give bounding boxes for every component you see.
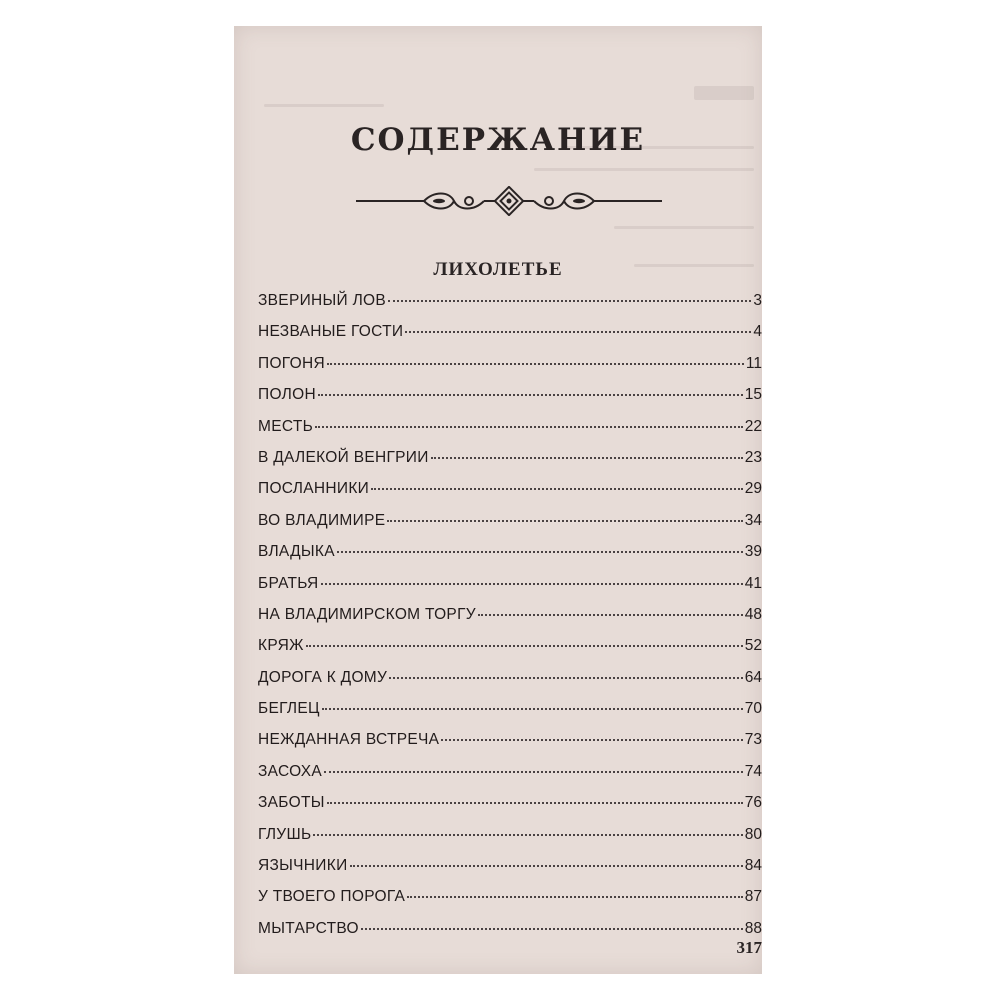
dot-leader — [478, 614, 743, 616]
toc-entry-title: БРАТЬЯ — [258, 574, 319, 592]
toc-entry-title: ПОГОНЯ — [258, 354, 325, 372]
book-page — [234, 26, 762, 974]
toc-entry-page-number: 22 — [744, 417, 762, 435]
toc-entry-title: ГЛУШЬ — [258, 825, 312, 843]
toc-entry — [258, 637, 762, 668]
toc-entry-title: ВЛАДЫКА — [258, 543, 335, 561]
toc-entry-page-number: 23 — [744, 448, 762, 466]
dot-leader — [407, 896, 743, 898]
toc-entry — [258, 669, 762, 700]
dot-leader — [350, 865, 743, 867]
toc-entry-title: КРЯЖ — [258, 637, 304, 655]
toc-entry-title: ПОЛОН — [258, 386, 316, 404]
toc-entry-title: ЗАСОХА — [258, 762, 323, 780]
toc-entry-page-number: 39 — [744, 543, 762, 561]
toc-entry — [258, 826, 762, 857]
toc-entry-title: БЕГЛЕЦ — [258, 700, 320, 718]
dot-leader — [371, 488, 743, 490]
section-title: ЛИХОЛЕТЬЕ — [433, 259, 563, 280]
toc-entry-title: МЕСТЬ — [258, 417, 314, 435]
dot-leader — [318, 394, 743, 396]
show-through-line — [694, 86, 754, 100]
ornament-divider — [354, 186, 664, 216]
toc-entry-page-number: 64 — [744, 668, 762, 686]
dot-leader — [322, 708, 743, 710]
toc-entry — [258, 920, 762, 951]
toc-entry-page-number: 34 — [744, 511, 762, 529]
toc-entry-page-number: 48 — [744, 605, 762, 623]
toc-entry — [258, 386, 762, 417]
show-through-line — [614, 226, 754, 229]
toc-entry-title: МЫТАРСТВО — [258, 919, 359, 937]
dot-leader — [388, 300, 751, 302]
dot-leader — [387, 520, 742, 522]
dot-leader — [405, 331, 751, 333]
toc-entry-page-number: 29 — [744, 480, 762, 498]
show-through-line — [264, 104, 384, 107]
dot-leader — [337, 551, 743, 553]
toc-entry-page-number: 70 — [744, 700, 762, 718]
show-through-line — [534, 168, 754, 171]
toc-entry — [258, 512, 762, 543]
toc-entry-title: ДОРОГА К ДОМУ — [258, 668, 388, 686]
toc-entry-page-number: 3 — [753, 292, 762, 309]
dot-leader — [321, 583, 743, 585]
dot-leader — [431, 457, 743, 459]
dot-leader — [389, 677, 743, 679]
toc-entry-title: ВО ВЛАДИМИРЕ — [258, 511, 386, 529]
dot-leader — [313, 834, 742, 836]
dot-leader — [361, 928, 743, 930]
dot-leader — [441, 739, 742, 741]
toc-entry-page-number: 41 — [744, 574, 762, 592]
page-number: 317 — [736, 938, 762, 957]
toc-entry-page-number: 73 — [744, 731, 762, 749]
toc-entry — [258, 418, 762, 449]
toc-entry-title: В ДАЛЕКОЙ ВЕНГРИИ — [258, 448, 429, 466]
toc-entry-title: НА ВЛАДИМИРСКОМ ТОРГУ — [258, 605, 476, 623]
page-title: СОДЕРЖАНИЕ — [350, 122, 646, 158]
toc-entry — [258, 794, 762, 825]
toc-entry-title: НЕЖДАННАЯ ВСТРЕЧА — [258, 731, 440, 749]
toc-entry-page-number: 84 — [744, 857, 762, 875]
toc-entry-page-number: 87 — [744, 888, 762, 906]
dot-leader — [306, 645, 743, 647]
toc-entry — [258, 700, 762, 731]
toc-entry-page-number: 15 — [744, 386, 762, 404]
toc-entry — [258, 857, 762, 888]
table-of-contents — [258, 292, 762, 951]
toc-entry-page-number: 52 — [744, 637, 762, 655]
toc-entry-page-number: 74 — [744, 762, 762, 780]
toc-entry-page-number: 88 — [744, 919, 762, 937]
toc-entry-title: ЯЗЫЧНИКИ — [258, 857, 348, 875]
dot-leader — [327, 363, 744, 365]
toc-entry — [258, 731, 762, 762]
toc-entry — [258, 449, 762, 480]
toc-entry-title: У ТВОЕГО ПОРОГА — [258, 888, 406, 906]
toc-entry-title: ЗАБОТЫ — [258, 794, 325, 812]
toc-entry-title: ПОСЛАННИКИ — [258, 480, 370, 498]
dot-leader — [327, 802, 743, 804]
toc-entry — [258, 763, 762, 794]
toc-entry — [258, 323, 762, 354]
toc-entry-page-number: 80 — [744, 825, 762, 843]
toc-entry-page-number: 4 — [753, 323, 762, 341]
toc-entry — [258, 355, 762, 386]
toc-entry — [258, 888, 762, 919]
toc-entry — [258, 292, 762, 323]
dot-leader — [315, 426, 743, 428]
toc-entry-title: ЗВЕРИНЫЙ ЛОВ — [258, 292, 387, 309]
toc-entry-title: НЕЗВАНЫЕ ГОСТИ — [258, 323, 404, 341]
toc-entry — [258, 543, 762, 574]
dot-leader — [324, 771, 743, 773]
toc-entry — [258, 575, 762, 606]
toc-entry — [258, 606, 762, 637]
toc-entry-page-number: 76 — [744, 794, 762, 812]
toc-entry — [258, 480, 762, 511]
toc-entry-page-number: 11 — [745, 354, 762, 372]
